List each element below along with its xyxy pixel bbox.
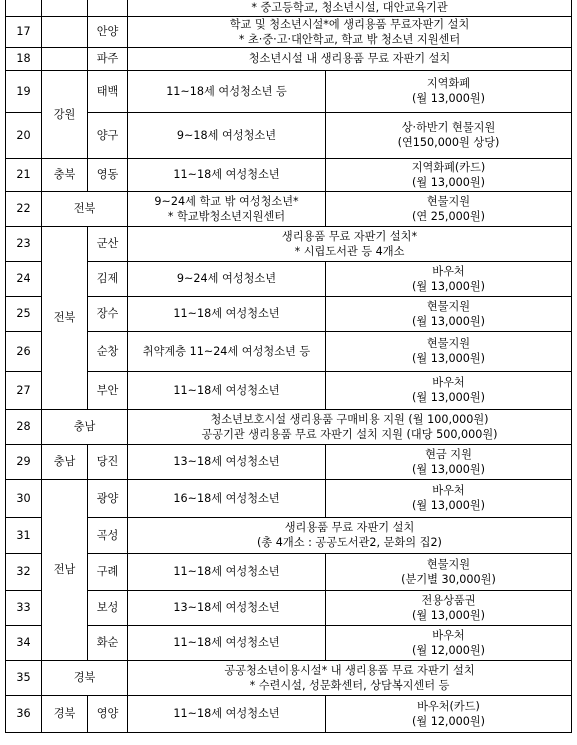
table-cell <box>6 625 42 660</box>
cell-text: * 시립도서관 등 4개소 <box>294 244 405 258</box>
cell-text: 화순 <box>96 636 119 649</box>
table-cell <box>326 479 572 517</box>
table-cell <box>6 553 42 590</box>
table-cell <box>326 158 572 191</box>
cell-text: * 중고등학교, 청소년시설, 대안교육기관 <box>251 1 448 15</box>
table-cell <box>6 261 42 296</box>
table-cell <box>326 444 572 479</box>
cell-text: 부안 <box>96 383 119 397</box>
table-cell <box>88 517 128 553</box>
table-cell <box>326 553 572 590</box>
table-cell <box>128 517 572 553</box>
table-row <box>6 479 572 517</box>
table-cell <box>128 226 572 261</box>
cell-text: (연150,000원 상당) <box>397 136 500 149</box>
table-cell <box>128 112 326 158</box>
table-cell <box>6 226 42 261</box>
cell-text: 곡성 <box>96 528 119 542</box>
cell-text: 9~18세 여성청소년 <box>176 128 277 142</box>
table-cell <box>42 191 128 226</box>
table-row <box>6 158 572 191</box>
cell-text: 36 <box>16 707 31 720</box>
cell-text: 11~18세 여성청소년 등 <box>166 84 287 98</box>
table-cell <box>326 191 572 226</box>
cell-text: 보성 <box>96 601 119 614</box>
cell-text: 바우처 <box>432 376 465 389</box>
table-cell <box>128 16 572 47</box>
cell-text: 생리용품 무료 자판기 설치 <box>284 521 415 534</box>
cell-text: 22 <box>16 202 31 215</box>
table-row <box>6 0 572 16</box>
table-row <box>6 660 572 695</box>
cell-text: 31 <box>16 528 31 542</box>
cell-text: 지역화폐(카드) <box>411 160 486 174</box>
cell-text: 경북 <box>53 707 76 720</box>
cell-text: 취약계층 11~24세 여성청소년 등 <box>142 344 311 358</box>
table-cell <box>128 444 326 479</box>
table-cell <box>6 158 42 191</box>
table-cell <box>88 112 128 158</box>
cell-text: 전용상품권 <box>421 593 476 607</box>
cell-text: 영양 <box>96 707 119 720</box>
cell-text: 13~18세 여성청소년 <box>173 455 280 468</box>
document-page <box>5 0 572 733</box>
cell-text: 35 <box>16 671 31 684</box>
table-cell <box>88 331 128 371</box>
table-cell <box>326 590 572 625</box>
table-cell <box>88 16 128 47</box>
table-cell <box>6 112 42 158</box>
cell-text: 학교 및 청소년시설*에 생리용품 무료자판기 설치 <box>229 17 470 31</box>
cell-text: (월 13,000원) <box>411 175 486 189</box>
table-cell <box>326 70 572 112</box>
table-body <box>6 0 572 732</box>
table-cell <box>128 479 326 517</box>
table-cell <box>88 261 128 296</box>
table-cell <box>6 660 42 695</box>
cell-text: 현물지원 <box>426 337 471 350</box>
table-cell <box>326 371 572 409</box>
table-cell <box>88 226 128 261</box>
cell-text: (월 13,000원) <box>411 391 486 404</box>
table-cell <box>88 590 128 625</box>
cell-text: 21 <box>16 168 31 181</box>
cell-text: 19 <box>16 84 31 98</box>
table-row <box>6 517 572 553</box>
table-cell <box>6 47 42 70</box>
table-cell <box>6 479 42 517</box>
cell-text: 청소년시설 내 생리용품 무료 자판기 설치 <box>248 52 451 65</box>
cell-text: 11~18세 여성청소년 <box>173 636 280 649</box>
table-cell <box>128 0 572 16</box>
cell-text: * 학교밖청소년지원센터 <box>167 209 286 223</box>
cell-text: 23 <box>16 237 31 250</box>
table-row <box>6 625 572 660</box>
cell-text: 바우처 <box>432 628 465 642</box>
cell-text: 11~18세 여성청소년 <box>173 307 280 320</box>
table-cell <box>128 409 572 444</box>
cell-text: 전북 <box>53 311 76 324</box>
cell-text: 11~18세 여성청소년 <box>173 168 280 181</box>
cell-text: 당진 <box>96 455 119 468</box>
cell-text: * 초·중·고·대안학교, 학교 밖 청소년 지원센터 <box>238 32 461 46</box>
cell-text: 전북 <box>73 202 96 215</box>
table-cell <box>6 0 42 16</box>
table-row <box>6 261 572 296</box>
cell-text: 파주 <box>96 52 119 65</box>
cell-text: 충남 <box>73 420 96 433</box>
table-cell <box>88 444 128 479</box>
cell-text: (월 13,000원) <box>411 279 486 293</box>
table-row <box>6 553 572 590</box>
cell-text: 상·하반기 현물지원 <box>401 121 496 134</box>
table-cell <box>6 331 42 371</box>
table-row <box>6 444 572 479</box>
table-row <box>6 47 572 70</box>
table-cell <box>6 16 42 47</box>
table-cell <box>326 625 572 660</box>
table-cell <box>42 70 88 158</box>
cell-text: 구례 <box>96 565 119 578</box>
table-cell <box>326 331 572 371</box>
cell-text: 30 <box>16 491 31 505</box>
cell-text: (월 13,000원) <box>411 462 486 476</box>
cell-text: 바우처(카드) <box>417 699 480 713</box>
table-cell <box>326 112 572 158</box>
cell-text: (월 13,000원) <box>411 92 486 105</box>
cell-text: 현금 지원 <box>425 447 472 461</box>
table-cell <box>42 660 128 695</box>
table-cell <box>88 695 128 732</box>
cell-text: (월 13,000원) <box>411 352 486 365</box>
cell-text: 18 <box>16 52 31 65</box>
cell-text: 29 <box>16 455 31 468</box>
table-cell <box>6 371 42 409</box>
cell-text: 바우처 <box>432 484 465 497</box>
cell-text: (분기별 30,000원) <box>401 572 496 586</box>
table-cell <box>88 553 128 590</box>
cell-text: 11~18세 여성청소년 <box>173 383 280 397</box>
cell-text: 33 <box>16 601 31 614</box>
cell-text: 안양 <box>96 25 119 38</box>
cell-text: 장수 <box>96 307 119 320</box>
cell-text: 25 <box>16 307 31 320</box>
cell-text: 16~18세 여성청소년 <box>173 491 280 505</box>
cell-text: 김제 <box>96 272 119 285</box>
table-cell <box>6 191 42 226</box>
table-cell <box>42 0 88 16</box>
table-cell <box>88 47 128 70</box>
table-cell <box>6 517 42 553</box>
cell-text: 17 <box>16 25 31 38</box>
table-cell <box>128 371 326 409</box>
cell-text: 현물지원 <box>426 194 471 208</box>
cell-text: 27 <box>16 383 31 397</box>
table-cell <box>6 296 42 331</box>
cell-text: (월 12,000원) <box>411 643 486 657</box>
cell-text: (월 13,000원) <box>411 499 486 512</box>
cell-text: 생리용품 무료 자판기 설치* <box>281 229 418 243</box>
table-cell <box>6 409 42 444</box>
table-cell <box>6 695 42 732</box>
support-programs-table <box>5 0 572 733</box>
table-row <box>6 296 572 331</box>
table-cell <box>326 695 572 732</box>
cell-text: 34 <box>16 636 31 649</box>
table-row <box>6 191 572 226</box>
cell-text: 광양 <box>96 491 119 505</box>
table-row <box>6 409 572 444</box>
table-cell <box>88 70 128 112</box>
table-cell <box>42 226 88 409</box>
cell-text: 32 <box>16 565 31 578</box>
cell-text: 현물지원 <box>426 557 471 571</box>
table-cell <box>128 695 326 732</box>
cell-text: 영동 <box>96 168 119 181</box>
cell-text: 전남 <box>53 563 76 576</box>
table-cell <box>128 296 326 331</box>
table-cell <box>326 296 572 331</box>
table-cell <box>128 331 326 371</box>
cell-text: 양구 <box>96 128 119 142</box>
table-cell <box>88 625 128 660</box>
cell-text: 13~18세 여성청소년 <box>173 601 280 614</box>
cell-text: * 수련시설, 성문화센터, 상담복지센터 등 <box>249 678 450 692</box>
table-cell <box>88 479 128 517</box>
cell-text: 9~24세 학교 밖 여성청소년* <box>154 194 299 208</box>
table-cell <box>128 261 326 296</box>
cell-text: 경북 <box>73 671 96 684</box>
table-cell <box>128 553 326 590</box>
table-cell <box>128 625 326 660</box>
table-cell <box>42 479 88 660</box>
cell-text: 지역화폐 <box>426 77 471 90</box>
cell-text: 11~18세 여성청소년 <box>173 707 280 720</box>
cell-text: 공공청소년이용시설* 내 생리용품 무료 자판기 설치 <box>224 663 475 677</box>
cell-text: (총 4개소 : 공공도서관2, 문화의 집2) <box>257 536 442 549</box>
cell-text: (연 25,000원) <box>411 209 486 223</box>
cell-text: 충남 <box>53 455 76 468</box>
table-cell <box>128 158 326 191</box>
cell-text: 태백 <box>96 84 119 98</box>
table-cell <box>42 158 88 191</box>
table-cell <box>128 660 572 695</box>
table-cell <box>88 296 128 331</box>
table-cell <box>128 70 326 112</box>
table-row <box>6 112 572 158</box>
cell-text: 강원 <box>53 107 76 121</box>
cell-text: 24 <box>16 272 31 285</box>
table-row <box>6 371 572 409</box>
cell-text: 28 <box>16 420 31 433</box>
table-cell <box>6 590 42 625</box>
cell-text: 바우처 <box>432 264 465 278</box>
table-row <box>6 70 572 112</box>
table-cell <box>88 371 128 409</box>
table-cell <box>6 444 42 479</box>
cell-text: 공공기관 생리용품 무료 자판기 설치 지원 (대당 500,000원) <box>201 427 498 441</box>
table-cell <box>128 590 326 625</box>
table-cell <box>326 261 572 296</box>
cell-text: 충북 <box>53 168 76 181</box>
table-cell <box>88 0 128 16</box>
table-cell <box>42 47 88 70</box>
cell-text: 순창 <box>96 344 119 358</box>
cell-text: 9~24세 여성청소년 <box>176 272 277 285</box>
table-cell <box>128 191 326 226</box>
cell-text: (월 13,000원) <box>411 314 486 328</box>
table-row <box>6 590 572 625</box>
cell-text: (월 12,000원) <box>411 714 486 728</box>
table-cell <box>88 158 128 191</box>
cell-text: 청소년보호시설 생리용품 구매비용 지원 (월 100,000원) <box>210 412 489 426</box>
table-cell <box>42 444 88 479</box>
cell-text: 현물지원 <box>426 299 471 313</box>
cell-text: (월 13,000원) <box>411 608 486 622</box>
cell-text: 20 <box>16 128 31 142</box>
table-row <box>6 695 572 732</box>
table-cell <box>6 70 42 112</box>
table-cell <box>42 16 88 47</box>
cell-text: 군산 <box>96 237 119 250</box>
cell-text: 11~18세 여성청소년 <box>173 565 280 578</box>
table-cell <box>42 409 128 444</box>
table-row <box>6 331 572 371</box>
table-row <box>6 226 572 261</box>
table-cell <box>128 47 572 70</box>
table-cell <box>42 695 88 732</box>
table-row <box>6 16 572 47</box>
cell-text: 26 <box>16 344 31 358</box>
